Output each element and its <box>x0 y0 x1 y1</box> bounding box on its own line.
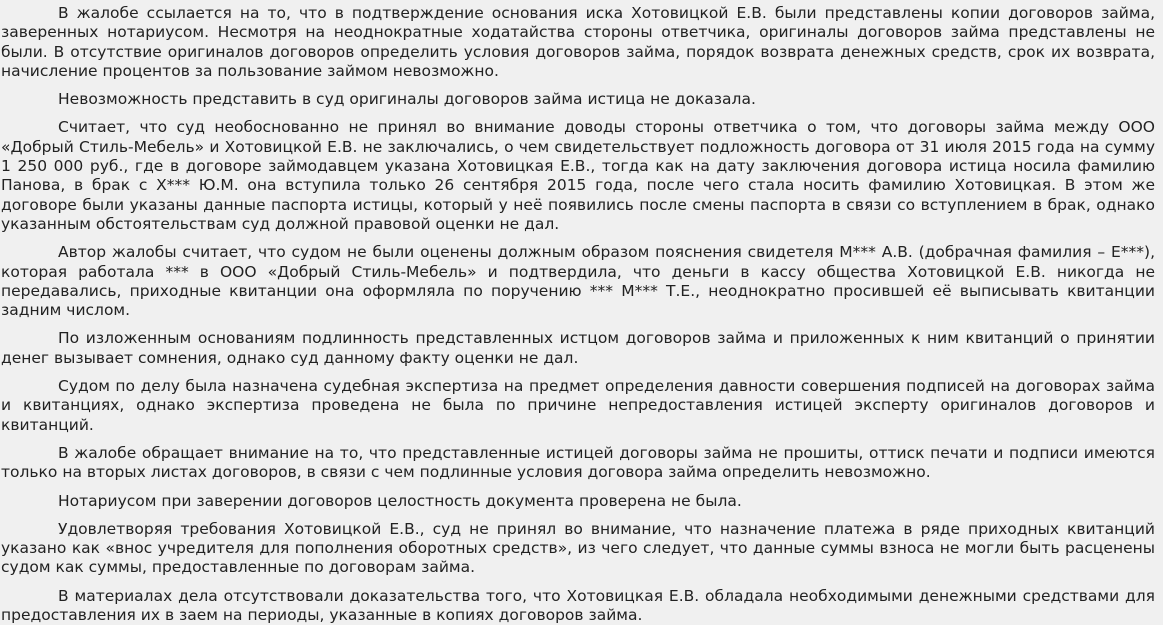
paragraph-5: По изложенным основаниям подлинность представленных истцом договоров займа и приложенных к ним квитанций о принятии денег вызывает сомнения, однако суд данному факту оценки не дал. <box>1 329 1155 367</box>
paragraph-3: Считает, что суд необоснованно не принял во внимание доводы стороны ответчика о том, что договоры займа между ООО «Добрый Стиль-Мебель» и Хотовицкой Е.В. не заключались, о чем свидетельствует подложность договора от 31 июля 2015 года на сумму 1 250 000 руб., где в договоре займодавцем указана Хотовицкая Е.В., тогда как на дату заключения договора истица носила фамилию Панова, в брак с Х*** Ю.М. она вступила только 26 сентября 2015 года, после чего стала носить фамилию Хотовицкая. В этом же договоре были указаны данные паспорта истицы, который у неё появились после смены паспорта в связи со вступлением в брак, однако указанным обстоятельствам суд должной правовой оценки не дал. <box>1 118 1155 233</box>
paragraph-6: Судом по делу была назначена судебная экспертиза на предмет определения давности совершения подписей на договорах займа и квитанциях, однако экспертиза проведена не была по причине непредоставления истицей эксперту оригиналов договоров и квитанций. <box>1 377 1155 434</box>
paragraph-1: В жалобе ссылается на то, что в подтверждение основания иска Хотовицкой Е.В. были представлены копии договоров займа, заверенных нотариусом. Несмотря на неоднократные ходатайства стороны ответчика, оригиналы договоров займа представлены не были. В отсутствие оригиналов договоров определить условия договоров займа, порядок возврата денежных средств, срок их возврата, начисление процентов за пользование займом невозможно. <box>1 4 1155 80</box>
paragraph-8: Нотариусом при заверении договоров целостность документа проверена не была. <box>58 491 742 510</box>
paragraph-4: Автор жалобы считает, что судом не были оценены должным образом пояснения свидетеля М*** А.В. (добрачная фамилия – Е***), которая работала *** в ООО «Добрый Стиль-Мебель» и подтвердила, что деньги в кассу общества Хотовицкой Е.В. никогда не передавались, приходные квитанции она оформляла по поручению *** М*** Т.Е., неоднократно просившей её выписывать квитанции задним числом. <box>1 243 1155 320</box>
paragraph-7: В жалобе обращает внимание на то, что представленные истицей договоры займа не прошиты, оттиск печати и подписи имеются только на вторых листах договоров, в связи с чем подлинные условия договора займа определить невозможно. <box>1 443 1155 482</box>
paragraph-2: Невозможность представить в суд оригиналы договоров займа истица не доказала. <box>58 90 756 109</box>
paragraph-10: В материалах дела отсутствовали доказательства того, что Хотовицкая Е.В. обладала необходимыми денежными средствами для предоставления их в заем на периоды, указанные в копиях договоров займа. <box>1 586 1155 625</box>
paragraph-9: Удовлетворяя требования Хотовицкой Е.В., суд не принял во внимание, что назначение платежа в ряде приходных квитанций указано как «внос учредителя для пополнения оборотных средств», из чего следует, что данные суммы взноса не могли быть расценены судом как суммы, предоставленные по договорам займа. <box>1 519 1155 577</box>
